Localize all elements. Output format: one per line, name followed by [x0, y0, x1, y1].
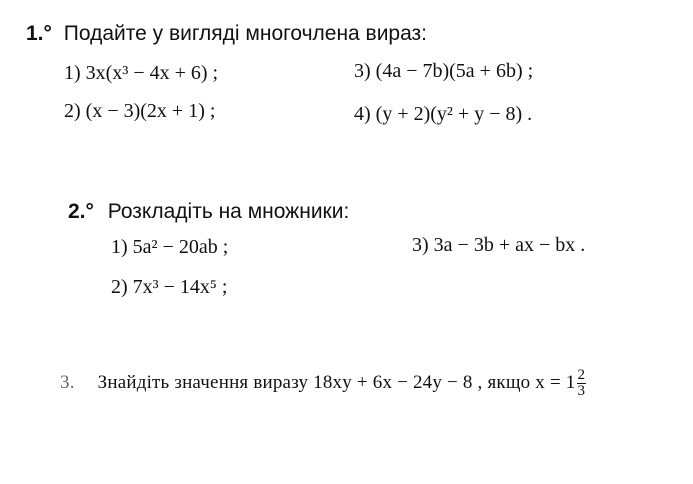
task1-instruction: Подайте у вигляді многочлена вираз:	[63, 22, 428, 45]
task2-instruction: Розкладіть на множники:	[107, 200, 350, 223]
task3-fraction-numerator: 2	[577, 367, 586, 383]
task1-item-4: 4) (y + 2)(y² + y − 8) .	[354, 103, 533, 125]
task3-text: Знайдіть значення виразу 18xy + 6x − 24y − 8 , якщо x = 1	[97, 371, 576, 393]
task2-item-3: 3) 3a − 3b + ax − bx .	[412, 234, 586, 256]
task2-heading	[68, 200, 349, 224]
task3-line	[60, 368, 586, 399]
task1-item-1: 1) 3x(x³ − 4x + 6) ;	[64, 62, 219, 84]
task2-item-2: 2) 7x³ − 14x⁵ ;	[111, 276, 228, 298]
task3-number: 3.	[60, 371, 75, 393]
task1-heading	[26, 22, 427, 46]
task2-item-1: 1) 5a² − 20ab ;	[111, 236, 229, 258]
task1-number: 1.°	[26, 22, 52, 45]
task2-number: 2.°	[68, 200, 94, 223]
task3-fraction	[577, 368, 587, 399]
task1-item-3: 3) (4a − 7b)(5a + 6b) ;	[354, 60, 534, 82]
task1-item-2: 2) (x − 3)(2x + 1) ;	[64, 100, 216, 122]
task3-fraction-denominator: 3	[577, 383, 586, 399]
